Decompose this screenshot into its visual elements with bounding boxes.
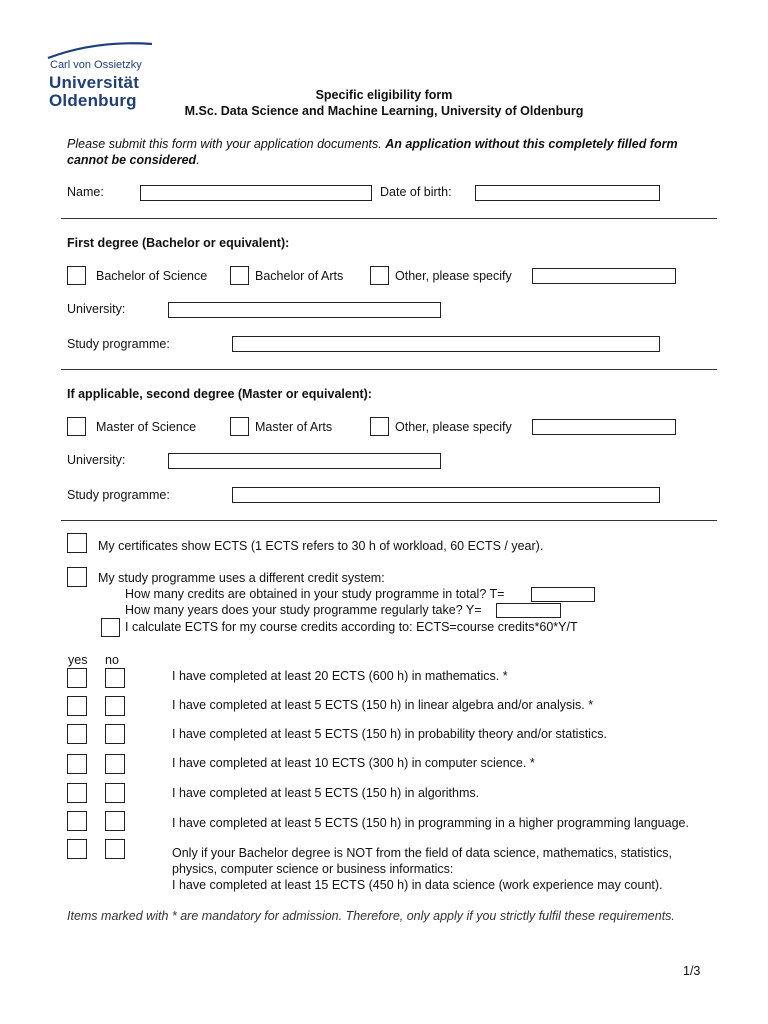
second-university-field[interactable] bbox=[168, 453, 441, 469]
req4-no-checkbox[interactable] bbox=[105, 754, 125, 774]
req2-text: I have completed at least 5 ECTS (150 h) in linear algebra and/or analysis. * bbox=[172, 698, 594, 712]
ma-label: Master of Arts bbox=[255, 420, 333, 434]
req3-yes-checkbox[interactable] bbox=[67, 724, 87, 744]
different-system-label: My study programme uses a different credit system: bbox=[98, 571, 385, 585]
first-university-label: University: bbox=[67, 302, 126, 316]
req4-text: I have completed at least 10 ECTS (300 h) in computer science. * bbox=[172, 756, 535, 770]
page-number: 1/3 bbox=[683, 964, 701, 978]
years-field[interactable] bbox=[496, 603, 561, 618]
req3-no-checkbox[interactable] bbox=[105, 724, 125, 744]
req5-text: I have completed at least 5 ECTS (150 h) in algorithms. bbox=[172, 786, 480, 800]
first-university-field[interactable] bbox=[168, 302, 441, 318]
second-university-label: University: bbox=[67, 453, 126, 467]
req6-yes-checkbox[interactable] bbox=[67, 811, 87, 831]
ects-statement: My certificates show ECTS (1 ECTS refers to 30 h of workload, 60 ECTS / year). bbox=[98, 539, 544, 553]
intro-text bbox=[67, 136, 717, 168]
divider-1 bbox=[61, 218, 717, 219]
req7-text-line1: Only if your Bachelor degree is NOT from the field of data science, mathematics, statistics, bbox=[172, 846, 672, 860]
mandatory-note: Items marked with * are mandatory for admission. Therefore, only apply if you strictly fulfil these requirements. bbox=[67, 909, 675, 923]
req5-no-checkbox[interactable] bbox=[105, 783, 125, 803]
first-programme-field[interactable] bbox=[232, 336, 660, 352]
years-question: How many years does your study programme regularly take? Y= bbox=[125, 603, 482, 617]
intro-part-2: An application without this completely filled form bbox=[385, 137, 678, 151]
bsc-label: Bachelor of Science bbox=[96, 269, 208, 283]
second-other-field[interactable] bbox=[532, 419, 676, 435]
req4-yes-checkbox[interactable] bbox=[67, 754, 87, 774]
form-title: Specific eligibility form bbox=[315, 88, 453, 102]
second-degree-heading: If applicable, second degree (Master or equivalent): bbox=[67, 387, 372, 401]
dob-label: Date of birth: bbox=[380, 185, 452, 199]
first-other-field[interactable] bbox=[532, 268, 676, 284]
req3-text: I have completed at least 5 ECTS (150 h) in probability theory and/or statistics. bbox=[172, 727, 607, 741]
yes-column-label: yes bbox=[68, 653, 88, 667]
logo-line-3: Oldenburg bbox=[49, 91, 137, 110]
name-label: Name: bbox=[67, 185, 104, 199]
total-credits-field[interactable] bbox=[531, 587, 595, 602]
logo-arc-icon bbox=[46, 40, 154, 60]
divider-3 bbox=[61, 520, 717, 521]
req7-text-line2: physics, computer science or business informatics: bbox=[172, 862, 454, 876]
req6-text: I have completed at least 5 ECTS (150 h) in programming in a higher programming language. bbox=[172, 816, 689, 830]
intro-part-3: cannot be considered bbox=[67, 153, 197, 167]
req7-text-line3: I have completed at least 15 ECTS (450 h) in data science (work experience may count). bbox=[172, 878, 663, 892]
ects-checkbox[interactable] bbox=[67, 533, 87, 553]
bsc-checkbox[interactable] bbox=[67, 266, 86, 285]
msc-label: Master of Science bbox=[96, 420, 197, 434]
intro-part-1: Please submit this form with your application documents. bbox=[67, 137, 386, 151]
ma-checkbox[interactable] bbox=[230, 417, 249, 436]
second-other-checkbox[interactable] bbox=[370, 417, 389, 436]
first-other-checkbox[interactable] bbox=[370, 266, 389, 285]
first-degree-heading: First degree (Bachelor or equivalent): bbox=[67, 236, 290, 250]
logo-line-2: Universität bbox=[49, 73, 140, 92]
ba-checkbox[interactable] bbox=[230, 266, 249, 285]
req1-no-checkbox[interactable] bbox=[105, 668, 125, 688]
no-column-label: no bbox=[105, 653, 119, 667]
different-system-checkbox[interactable] bbox=[67, 567, 87, 587]
req6-no-checkbox[interactable] bbox=[105, 811, 125, 831]
req5-yes-checkbox[interactable] bbox=[67, 783, 87, 803]
req2-no-checkbox[interactable] bbox=[105, 696, 125, 716]
calc-checkbox[interactable] bbox=[101, 618, 120, 637]
req7-no-checkbox[interactable] bbox=[105, 839, 125, 859]
first-programme-label: Study programme: bbox=[67, 337, 170, 351]
req1-yes-checkbox[interactable] bbox=[67, 668, 87, 688]
intro-part-4: . bbox=[196, 153, 200, 167]
msc-checkbox[interactable] bbox=[67, 417, 86, 436]
total-credits-question: How many credits are obtained in your study programme in total? T= bbox=[125, 587, 505, 601]
req1-text: I have completed at least 20 ECTS (600 h) in mathematics. * bbox=[172, 669, 508, 683]
req2-yes-checkbox[interactable] bbox=[67, 696, 87, 716]
form-subtitle: M.Sc. Data Science and Machine Learning, University of Oldenburg bbox=[184, 104, 584, 118]
first-other-label: Other, please specify bbox=[395, 269, 512, 283]
logo-line-1: Carl von Ossietzky bbox=[50, 59, 142, 71]
dob-field[interactable] bbox=[475, 185, 660, 201]
second-programme-field[interactable] bbox=[232, 487, 660, 503]
ba-label: Bachelor of Arts bbox=[255, 269, 344, 283]
divider-2 bbox=[61, 369, 717, 370]
name-field[interactable] bbox=[140, 185, 372, 201]
req7-yes-checkbox[interactable] bbox=[67, 839, 87, 859]
second-programme-label: Study programme: bbox=[67, 488, 170, 502]
second-other-label: Other, please specify bbox=[395, 420, 512, 434]
calc-statement: I calculate ECTS for my course credits according to: ECTS=course credits*60*Y/T bbox=[125, 620, 578, 634]
